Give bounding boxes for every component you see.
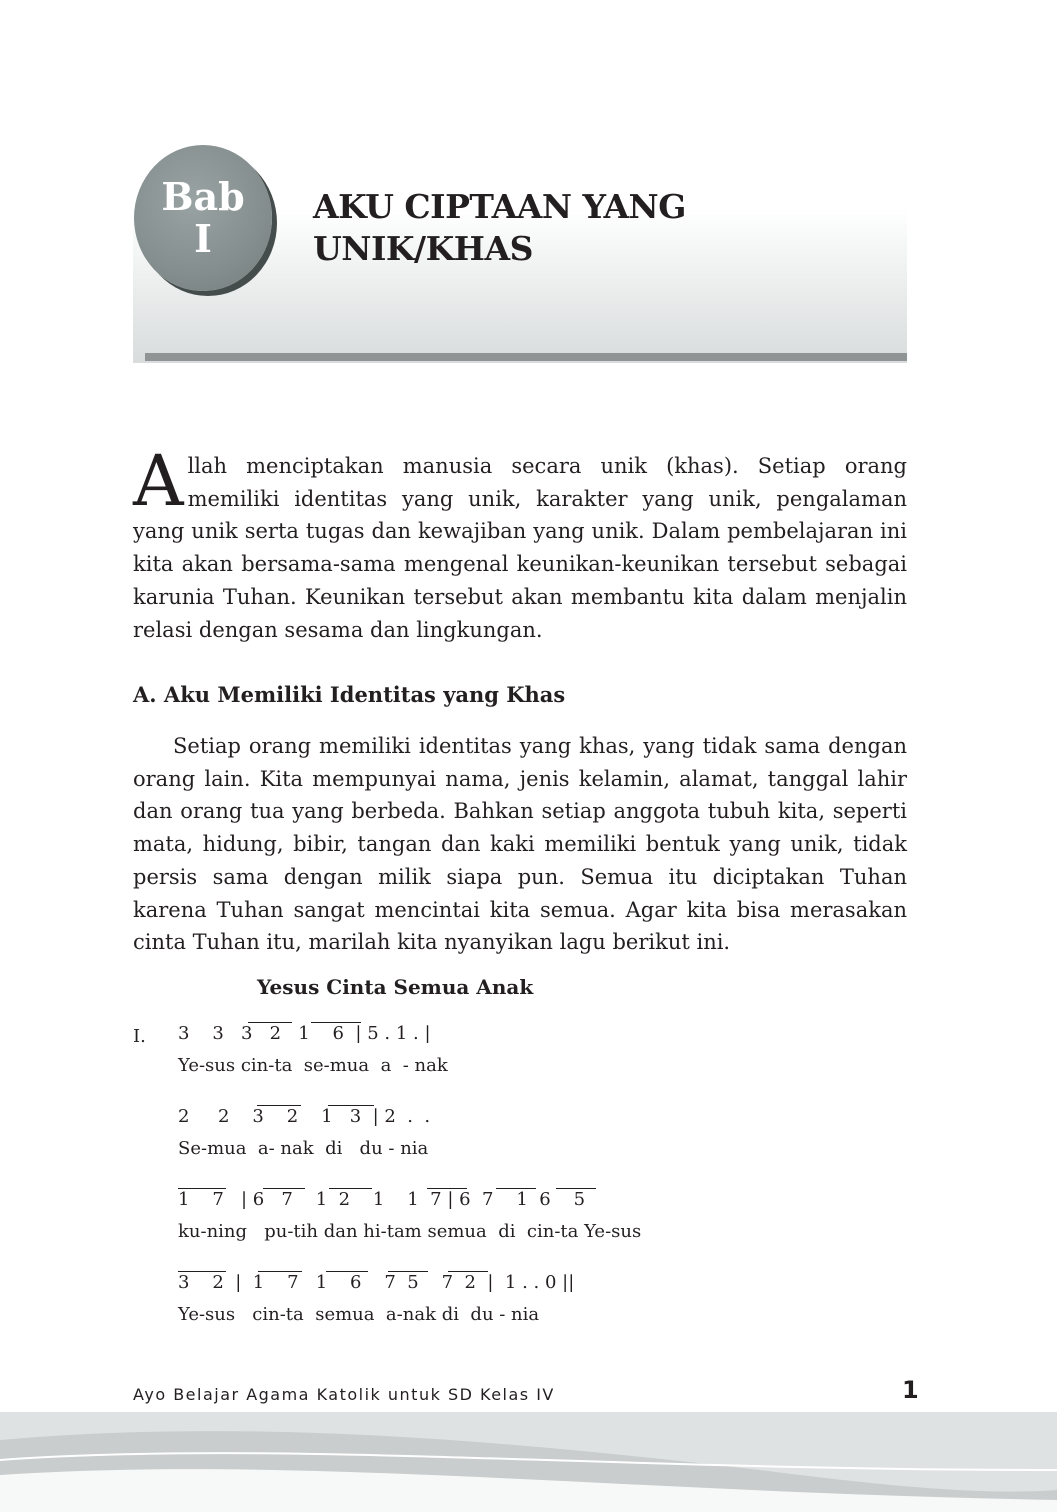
- beam-line: [448, 1271, 488, 1272]
- notation-row-2: 2 2 3 2 1 3 | 2 . .: [178, 1106, 431, 1127]
- verse-number: I.: [133, 1026, 146, 1047]
- chapter-banner-underline: [145, 353, 907, 361]
- chapter-badge: [134, 145, 272, 291]
- page-number: 1: [902, 1376, 919, 1404]
- chapter-title: [313, 186, 686, 270]
- beam-line: [328, 1105, 374, 1106]
- beam-line: [329, 1188, 372, 1189]
- beam-line: [427, 1188, 467, 1189]
- lyrics-row-3: ku-ning pu-tih dan hi-tam semua di cin-ta Ye-sus: [178, 1221, 642, 1242]
- lyrics-row-1: Ye-sus cin-ta se-mua a - nak: [178, 1055, 448, 1076]
- chapter-title-line2: UNIK/KHAS: [313, 229, 533, 268]
- beam-line: [263, 1188, 305, 1189]
- song-title: Yesus Cinta Semua Anak: [257, 975, 534, 999]
- beam-line: [311, 1022, 361, 1023]
- drop-cap: A: [133, 440, 184, 522]
- beam-line: [326, 1271, 368, 1272]
- notation-row-4: 3 2 | 1 7 1 6 7 5 7 2 | 1 . . 0 ||: [178, 1272, 575, 1293]
- chapter-badge-label: Bab: [161, 174, 245, 219]
- notation-row-3: 1 7 | 6 7 1 2 1 1 7 | 6 7 1 6 5: [178, 1189, 586, 1210]
- notation-row-1: 3 3 3 2 1 6 | 5 . 1 . |: [178, 1023, 431, 1044]
- footer-book-title: Ayo Belajar Agama Katolik untuk SD Kelas IV: [133, 1385, 555, 1404]
- beam-line: [178, 1188, 226, 1189]
- beam-line: [258, 1271, 302, 1272]
- chapter-badge-number: I: [194, 216, 212, 261]
- beam-line: [556, 1188, 596, 1189]
- footer-wave-decoration: [0, 1400, 1057, 1512]
- lyrics-row-2: Se-mua a- nak di du - nia: [178, 1138, 429, 1159]
- beam-line: [178, 1271, 226, 1272]
- intro-paragraph: [133, 440, 907, 646]
- beam-line: [257, 1105, 301, 1106]
- intro-text: llah menciptakan manusia secara unik (khas). Setiap orang memiliki identitas yang unik, karakter yang unik, pengalaman yang unik serta tugas dan kewajiban yang unik. Dalam pembelajaran ini kita akan bersama-sama mengenal keunikan-keunikan tersebut sebagai karunia Tuhan. Keunikan tersebut akan membantu kita dalam menjalin relasi dengan sesama dan lingkungan.: [133, 454, 907, 642]
- beam-line: [388, 1271, 428, 1272]
- beam-line: [496, 1188, 536, 1189]
- section-paragraph: Setiap orang memiliki identitas yang khas, yang tidak sama dengan orang lain. Kita mempunyai nama, jenis kelamin, alamat, tanggal lahir dan orang tua yang berbeda. Bahkan setiap anggota tubuh kita, seperti mata, hidung, bibir, tangan dan kaki memiliki bentuk yang unik, tidak persis sama dengan milik siapa pun. Semua itu diciptakan Tuhan karena Tuhan sangat mencintai kita semua. Agar kita bisa merasakan cinta Tuhan itu, marilah kita nyanyikan lagu berikut ini.: [133, 734, 907, 955]
- section-heading: A. Aku Memiliki Identitas yang Khas: [133, 682, 566, 707]
- chapter-title-line1: AKU CIPTAAN YANG: [313, 187, 686, 226]
- beam-line: [248, 1022, 292, 1023]
- lyrics-row-4: Ye-sus cin-ta semua a-nak di du - nia: [178, 1304, 540, 1325]
